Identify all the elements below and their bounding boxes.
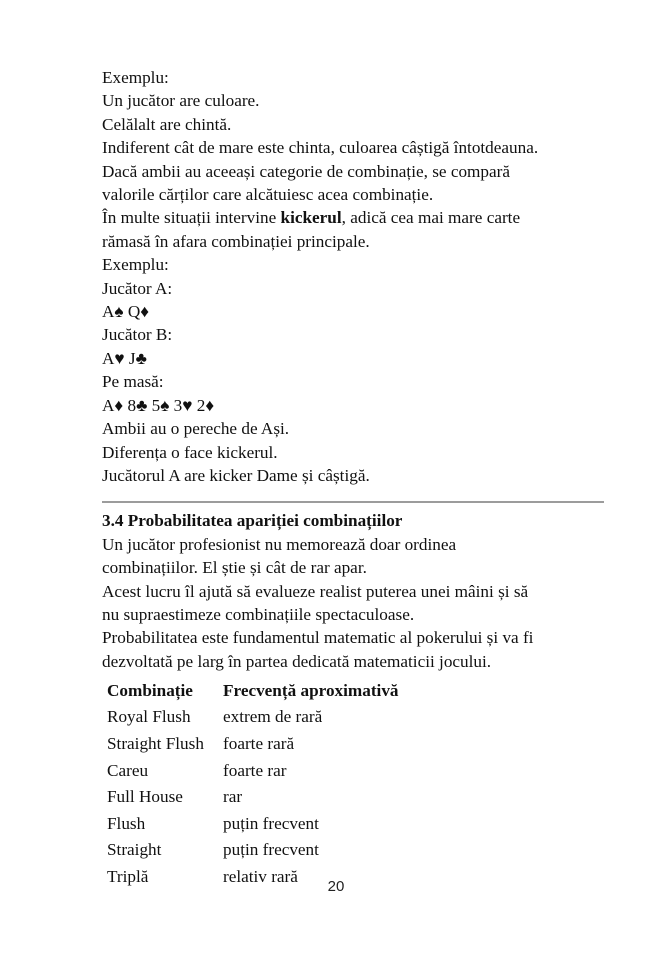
frequency-cell: puțin frecvent (223, 840, 319, 860)
example-line: Exemplu: (102, 255, 169, 275)
text-line: Dacă ambii au aceeași categorie de combinație, se compară (102, 161, 510, 181)
page-number: 20 (327, 878, 345, 895)
text-line: Celălalt are chintă. (102, 114, 232, 134)
section-heading: 3.4 Probabilitatea apariției combinațiilor (102, 511, 403, 531)
paragraph-line: Probabilitatea este fundamentul matematic al pokerului și va fi (102, 628, 534, 648)
text-line: rămasă în afara combinației principale. (102, 231, 370, 251)
kicker-line (102, 206, 607, 229)
frequency-cell: extrem de rară (223, 707, 323, 727)
example-line: Jucătorul A are kicker Dame și câștigă. (102, 465, 370, 485)
paragraph-line: nu supraestimeze combinațiile spectaculoase. (102, 604, 415, 624)
table-row (103, 784, 403, 811)
intro-block (102, 66, 607, 487)
paragraph-line: combinațiilor. El știe și cât de rar apar. (102, 558, 367, 578)
example-line: Jucător B: (102, 325, 173, 345)
example-line: Jucător A: (102, 278, 173, 298)
hand-name-cell: Straight Flush (107, 733, 204, 753)
frequency-cell: rar (223, 787, 243, 807)
text-line: Exemplu: (102, 68, 169, 87)
kicker-post-text: , adică cea mai mare carte (341, 208, 521, 228)
table-row (103, 810, 403, 837)
frequency-cell: foarte rară (223, 733, 295, 753)
kicker-pre-text: În multe situații intervine (102, 208, 281, 228)
paragraph-line: dezvoltată pe larg în partea dedicată matematicii jocului. (102, 651, 492, 671)
text-line: Un jucător are culoare. (102, 91, 260, 111)
table-row (103, 730, 403, 757)
section-divider (102, 501, 604, 503)
kicker-bold-term: kickerul (280, 208, 342, 228)
column-header: Frecvență aproximativă (223, 680, 399, 700)
example-line: Pe masă: (102, 372, 164, 392)
text-line: Indiferent cât de mare este chinta, culoarea câștigă întotdeauna. (102, 138, 539, 158)
table-row (103, 757, 403, 784)
frequency-cell: foarte rar (223, 760, 287, 780)
example-line: Diferența o face kickerul. (102, 442, 278, 462)
hand-name-cell: Careu (107, 760, 149, 780)
column-header: Combinație (107, 680, 193, 700)
hand-name-cell: Royal Flush (107, 707, 191, 727)
paragraph-line: Acest lucru îl ajută să evalueze realist puterea unei mâini și să (102, 581, 529, 601)
example-cards-line: A♦ 8♣ 5♠ 3♥ 2♦ (102, 395, 215, 415)
table-row (103, 704, 403, 731)
example-cards-line: A♥ J♣ (102, 348, 147, 368)
hand-name-cell: Flush (107, 813, 146, 833)
section-block (102, 509, 607, 673)
hand-name-cell: Full House (107, 787, 183, 807)
example-line: Ambii au o pereche de Ași. (102, 419, 290, 439)
frequency-cell: relativ rară (223, 866, 298, 886)
page-content (102, 66, 607, 890)
hand-name-cell: Triplă (107, 866, 149, 886)
frequency-table (103, 677, 403, 890)
text-line: valorile cărților care alcătuiesc acea combinație. (102, 185, 434, 205)
frequency-cell: puțin frecvent (223, 813, 319, 833)
hand-name-cell: Straight (107, 840, 162, 860)
table-header-row (103, 677, 403, 704)
example-cards-line: A♠ Q♦ (102, 302, 150, 322)
paragraph-line: Un jucător profesionist nu memorează doar ordinea (102, 534, 457, 554)
table-row (103, 837, 403, 864)
